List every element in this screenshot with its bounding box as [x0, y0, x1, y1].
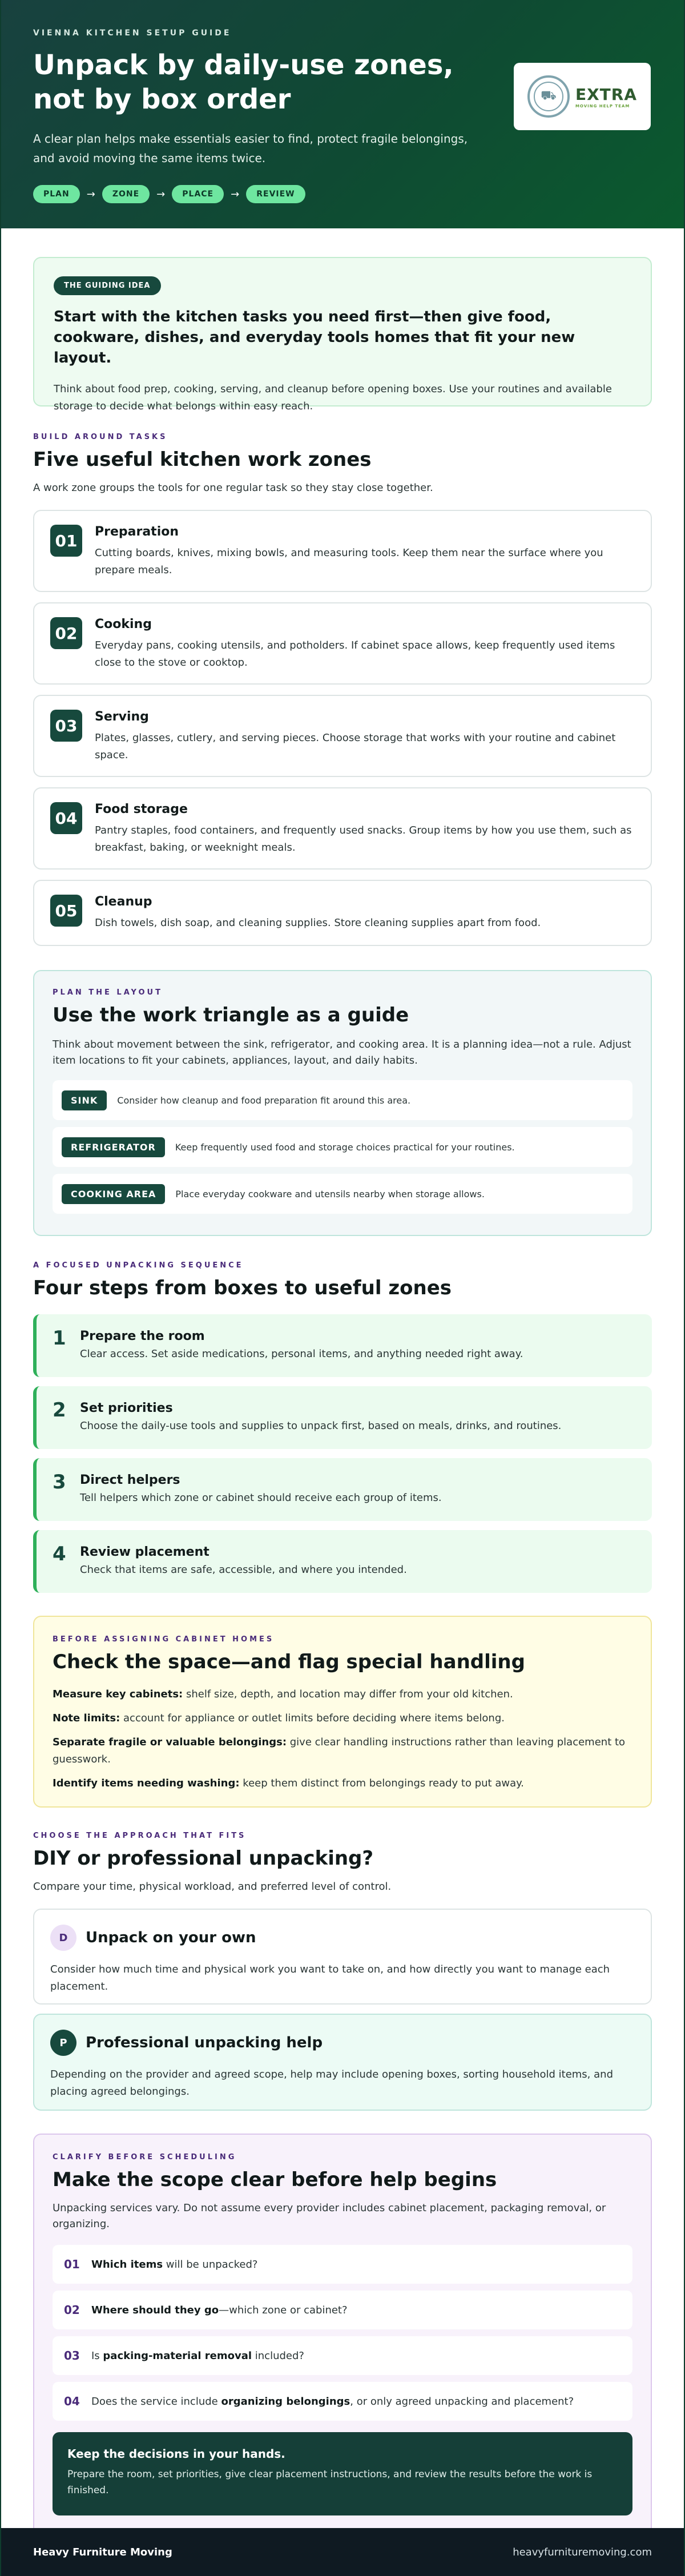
step-item: [33, 1386, 652, 1449]
scope-question: [53, 2336, 632, 2375]
point-tag: SINK: [62, 1090, 107, 1110]
steps-header: [1, 1261, 684, 1301]
question-text: —which zone or cabinet?: [219, 2304, 348, 2316]
zone-name: Cooking: [95, 617, 152, 631]
zone-number: 02: [50, 617, 82, 649]
step-description: Choose the daily-use tools and supplies to unpack first, based on meals, drinks, and routines.: [80, 1420, 562, 1432]
point-text: Place everyday cookware and utensils nearby when storage allows.: [175, 1188, 485, 1200]
step-description: Tell helpers which zone or cabinet should receive each group of items.: [80, 1492, 442, 1504]
guiding-idea-text: Think about food prep, cooking, serving, and cleanup before opening boxes. Use your routines and available storage to decide what belongs within easy reach.: [54, 383, 612, 412]
callout-text: Prepare the room, set priorities, give clear placement instructions, and review the results before the work is finished.: [67, 2469, 593, 2496]
zone-number: 05: [50, 895, 82, 927]
zone-name: Serving: [95, 710, 149, 724]
zones-header: [1, 433, 684, 496]
zone-name: Cleanup: [95, 895, 152, 909]
pro-text: Depending on the provider and agreed scope, help may include opening boxes, sorting household items, and placing agreed belongings.: [50, 2068, 613, 2098]
point-text: Keep frequently used food and storage choices practical for your routines.: [175, 1141, 515, 1153]
step-item: [33, 1314, 652, 1377]
triangle-point-refrigerator: [53, 1127, 632, 1167]
question-text: included?: [252, 2349, 304, 2362]
scope-question: [53, 2245, 632, 2284]
steps-title: Four steps from boxes to useful zones: [33, 1277, 452, 1299]
approach-header: [1, 1832, 684, 1895]
flow-step-plan: PLAN: [33, 185, 80, 203]
pro-title: Professional unpacking help: [86, 2034, 323, 2051]
scope-question: [53, 2291, 632, 2329]
question-emphasis: organizing belongings: [221, 2395, 350, 2408]
question-text: Is: [91, 2349, 103, 2362]
arrow-right-icon: →: [86, 188, 95, 200]
question-text: , or only agreed unpacking and placement?: [350, 2395, 574, 2408]
check-eyebrow: BEFORE ASSIGNING CABINET HOMES: [53, 1635, 275, 1644]
triangle-points: [53, 1080, 632, 1214]
flow-step-review: REVIEW: [246, 185, 305, 203]
diy-option-card: [33, 1909, 652, 2005]
zone-description: Everyday pans, cooking utensils, and potholders. If cabinet space allows, keep frequently used items close to the stove or cooktop.: [95, 639, 615, 669]
zone-card-serving: [33, 695, 652, 777]
hero-eyebrow: VIENNA KITCHEN SETUP GUIDE: [33, 29, 232, 38]
guiding-idea-title: Start with the kitchen tasks you need first—then give food, cookware, dishes, and everyday tools homes that fit your new layout.: [54, 308, 575, 367]
step-title: Review placement: [80, 1545, 209, 1559]
step-number: 1: [53, 1327, 66, 1350]
check-item-text: give clear handling instructions rather than leaving placement to guesswork.: [53, 1736, 626, 1765]
brand-logo[interactable]: [514, 63, 651, 130]
step-description: Clear access. Set aside medications, personal items, and anything needed right away.: [80, 1348, 523, 1360]
step-description: Check that items are safe, accessible, and where you intended.: [80, 1564, 407, 1576]
question-text: Does the service include: [91, 2395, 221, 2408]
step-list: [33, 1314, 652, 1593]
check-title: Check the space—and flag special handling: [53, 1651, 525, 1673]
zone-card-preparation: [33, 510, 652, 592]
point-tag: REFRIGERATOR: [62, 1137, 165, 1157]
logo-word: EXTRA: [575, 84, 638, 104]
check-item-label: Identify items needing washing:: [53, 1777, 240, 1789]
check-space-card: [33, 1616, 652, 1808]
scope-questions: [53, 2245, 632, 2421]
footer-brand: Heavy Furniture Moving: [33, 2546, 172, 2558]
check-item: [53, 1734, 632, 1768]
guiding-idea-card: [33, 257, 652, 412]
diy-badge: D: [50, 1925, 76, 1951]
question-number: 01: [64, 2257, 80, 2271]
check-item-text: shelf size, depth, and location may differ from your old kitchen.: [183, 1688, 513, 1700]
zone-number: 01: [50, 525, 82, 557]
step-item: [33, 1530, 652, 1593]
check-item-label: Note limits:: [53, 1712, 120, 1724]
zones-lead: A work zone groups the tools for one regular task so they stay close together.: [33, 482, 433, 494]
question-emphasis: Which items: [91, 2258, 163, 2271]
diy-text: Consider how much time and physical work you want to take on, and how directly you want to manage each placement.: [50, 1963, 610, 1993]
question-number: 02: [64, 2303, 80, 2317]
footer-url-link[interactable]: heavyfurnituremoving.com: [513, 2546, 652, 2558]
guiding-idea-badge: THE GUIDING IDEA: [54, 276, 161, 295]
pro-badge: P: [50, 2030, 76, 2056]
page-title: Unpack by daily-use zones, not by box order: [33, 49, 454, 115]
zone-description: Pantry staples, food containers, and frequently used snacks. Group items by how you use them, such as breakfast, baking, or weeknight meals.: [95, 824, 632, 854]
work-triangle-card: [33, 970, 652, 1236]
scope-lead: Unpacking services vary. Do not assume every provider includes cabinet placement, packaging removal, or organizing.: [53, 2202, 606, 2230]
zone-description: Plates, glasses, cutlery, and serving pieces. Choose storage that works with your routine and cabinet space.: [95, 732, 616, 761]
arrow-right-icon: →: [156, 188, 166, 200]
point-text: Consider how cleanup and food preparation fit around this area.: [117, 1094, 411, 1106]
approach-title: DIY or professional unpacking?: [33, 1847, 374, 1870]
hero-banner: [1, 0, 684, 228]
check-item-label: Separate fragile or valuable belongings:: [53, 1736, 287, 1748]
triangle-point-sink: [53, 1080, 632, 1120]
triangle-lead: Think about movement between the sink, refrigerator, and cooking area. It is a planning idea—not a rule. Adjust item locations to fit your cabinets, appliances, layout, and daily habits.: [53, 1039, 631, 1066]
decisions-callout: [53, 2432, 632, 2515]
step-title: Direct helpers: [80, 1473, 180, 1487]
scope-question: [53, 2382, 632, 2421]
zone-name: Preparation: [95, 525, 179, 539]
triangle-title: Use the work triangle as a guide: [53, 1004, 409, 1027]
moving-truck-icon: ⛟: [527, 75, 570, 118]
pro-option-card: [33, 2014, 652, 2111]
question-text: will be unpacked?: [163, 2258, 258, 2271]
check-item-text: account for appliance or outlet limits before deciding where items belong.: [120, 1712, 505, 1724]
zones-title: Five useful kitchen work zones: [33, 448, 372, 471]
question-number: 03: [64, 2349, 80, 2362]
point-tag: COOKING AREA: [62, 1184, 165, 1204]
triangle-eyebrow: PLAN THE LAYOUT: [53, 988, 163, 997]
check-item: [53, 1686, 632, 1703]
hero-subtitle: A clear plan helps make essentials easier to find, protect fragile belongings, and avoid moving the same items twice.: [33, 132, 468, 165]
steps-eyebrow: A FOCUSED UNPACKING SEQUENCE: [33, 1261, 244, 1270]
step-title: Set priorities: [80, 1401, 173, 1415]
diy-title: Unpack on your own: [86, 1929, 256, 1946]
check-item: [53, 1775, 632, 1792]
callout-title: Keep the decisions in your hands.: [67, 2447, 285, 2461]
logo-tagline: MOVING HELP TEAM: [575, 103, 630, 108]
zone-card-cleanup: [33, 880, 652, 946]
step-number: 4: [53, 1543, 66, 1565]
zone-list: [33, 510, 652, 946]
step-number: 2: [53, 1399, 66, 1422]
footer: [1, 2528, 684, 2576]
scope-title: Make the scope clear before help begins: [53, 2168, 497, 2191]
arrow-right-icon: →: [231, 188, 240, 200]
triangle-point-cooking-area: [53, 1174, 632, 1214]
zone-description: Dish towels, dish soap, and cleaning supplies. Store cleaning supplies apart from food.: [95, 917, 541, 929]
process-flow: [33, 185, 652, 203]
zone-number: 03: [50, 710, 82, 742]
check-item-label: Measure key cabinets:: [53, 1688, 183, 1700]
check-item: [53, 1710, 632, 1727]
scope-card: [33, 2134, 652, 2535]
question-emphasis: Where should they go: [91, 2304, 219, 2316]
step-item: [33, 1458, 652, 1521]
flow-step-place: PLACE: [172, 185, 224, 203]
zone-card-cooking: [33, 602, 652, 685]
approach-eyebrow: CHOOSE THE APPROACH THAT FITS: [33, 1832, 247, 1840]
zone-number: 04: [50, 802, 82, 834]
question-number: 04: [64, 2394, 80, 2408]
step-title: Prepare the room: [80, 1329, 205, 1343]
flow-step-zone: ZONE: [102, 185, 150, 203]
step-number: 3: [53, 1471, 66, 1494]
scope-eyebrow: CLARIFY BEFORE SCHEDULING: [53, 2153, 237, 2162]
question-emphasis: packing-material removal: [103, 2349, 252, 2362]
zone-description: Cutting boards, knives, mixing bowls, and measuring tools. Keep them near the surface where you prepare meals.: [95, 547, 603, 576]
check-item-text: keep them distinct from belongings ready to put away.: [239, 1777, 524, 1789]
zones-eyebrow: BUILD AROUND TASKS: [33, 433, 168, 441]
approach-lead: Compare your time, physical workload, and preferred level of control.: [33, 1881, 392, 1893]
zone-name: Food storage: [95, 802, 188, 816]
zone-card-food-storage: [33, 787, 652, 870]
